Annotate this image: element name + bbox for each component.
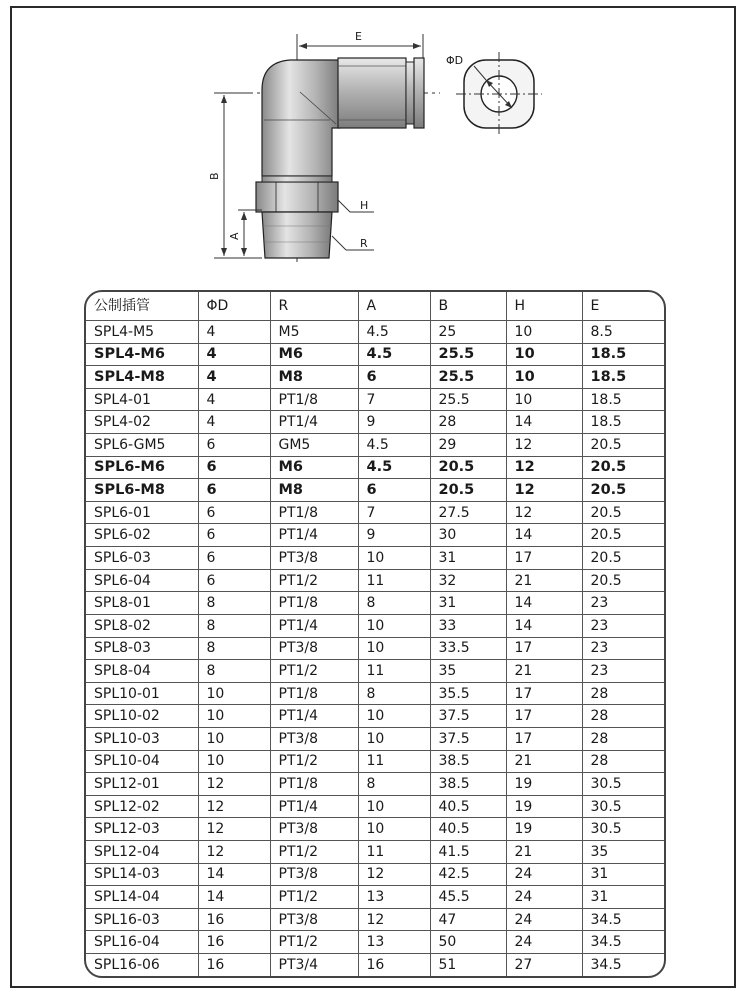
cell-b: 35.5 — [430, 682, 506, 705]
cell-model: SPL12-01 — [86, 773, 198, 796]
col-header-h: H — [506, 292, 582, 321]
cell-a: 10 — [358, 637, 430, 660]
cell-r: PT1/8 — [270, 388, 358, 411]
cell-model: SPL6-M6 — [86, 456, 198, 479]
cell-b: 41.5 — [430, 841, 506, 864]
cell-h: 24 — [506, 931, 582, 954]
cell-model: SPL10-01 — [86, 682, 198, 705]
cell-r: PT1/4 — [270, 614, 358, 637]
cell-r: M8 — [270, 479, 358, 502]
cell-a: 7 — [358, 501, 430, 524]
cell-h: 24 — [506, 886, 582, 909]
fitting-diagram — [0, 0, 750, 290]
cell-model: SPL12-03 — [86, 818, 198, 841]
cell-model: SPL4-M5 — [86, 321, 198, 344]
table-row — [86, 321, 664, 344]
cell-phi-d: 10 — [198, 705, 270, 728]
elbow-body — [262, 60, 340, 176]
cell-model: SPL4-M8 — [86, 366, 198, 389]
label-phi-d: ΦD — [446, 54, 464, 67]
cell-model: SPL8-01 — [86, 592, 198, 615]
cell-r: PT3/8 — [270, 818, 358, 841]
cell-h: 14 — [506, 411, 582, 434]
cell-r: PT3/8 — [270, 863, 358, 886]
end-view — [446, 52, 542, 136]
cell-a: 4.5 — [358, 456, 430, 479]
table-row — [86, 954, 664, 976]
cell-a: 13 — [358, 931, 430, 954]
cell-e: 8.5 — [582, 321, 664, 344]
cell-model: SPL14-04 — [86, 886, 198, 909]
cell-a: 10 — [358, 795, 430, 818]
cell-b: 47 — [430, 908, 506, 931]
table-row — [86, 524, 664, 547]
cell-e: 20.5 — [582, 569, 664, 592]
cell-a: 10 — [358, 818, 430, 841]
cell-a: 9 — [358, 411, 430, 434]
cell-a: 11 — [358, 569, 430, 592]
cell-model: SPL6-01 — [86, 501, 198, 524]
cell-e: 30.5 — [582, 818, 664, 841]
cell-e: 18.5 — [582, 388, 664, 411]
table-row — [86, 660, 664, 683]
cell-h: 14 — [506, 592, 582, 615]
cell-r: M6 — [270, 456, 358, 479]
cell-a: 11 — [358, 750, 430, 773]
cell-r: PT1/2 — [270, 750, 358, 773]
cell-h: 12 — [506, 456, 582, 479]
cell-model: SPL8-04 — [86, 660, 198, 683]
cell-phi-d: 4 — [198, 366, 270, 389]
cell-b: 33 — [430, 614, 506, 637]
cell-a: 16 — [358, 954, 430, 976]
cell-phi-d: 6 — [198, 501, 270, 524]
cell-r: PT1/2 — [270, 841, 358, 864]
table-row — [86, 547, 664, 570]
cell-e: 20.5 — [582, 547, 664, 570]
table-row — [86, 705, 664, 728]
cell-a: 6 — [358, 479, 430, 502]
table-row — [86, 411, 664, 434]
cell-r: PT3/4 — [270, 954, 358, 976]
cell-e: 18.5 — [582, 411, 664, 434]
cell-e: 31 — [582, 863, 664, 886]
cell-e: 20.5 — [582, 456, 664, 479]
table-row — [86, 908, 664, 931]
cell-h: 14 — [506, 614, 582, 637]
cell-b: 27.5 — [430, 501, 506, 524]
cell-a: 9 — [358, 524, 430, 547]
cell-b: 31 — [430, 592, 506, 615]
dimension-a — [228, 210, 262, 256]
cell-a: 11 — [358, 660, 430, 683]
cell-phi-d: 4 — [198, 343, 270, 366]
cell-r: PT3/8 — [270, 637, 358, 660]
cell-model: SPL10-03 — [86, 727, 198, 750]
table-row — [86, 637, 664, 660]
cell-b: 33.5 — [430, 637, 506, 660]
cell-phi-d: 12 — [198, 795, 270, 818]
cell-b: 20.5 — [430, 479, 506, 502]
cell-phi-d: 8 — [198, 614, 270, 637]
cell-model: SPL10-04 — [86, 750, 198, 773]
cell-b: 25 — [430, 321, 506, 344]
cell-e: 31 — [582, 886, 664, 909]
cell-a: 11 — [358, 841, 430, 864]
cell-h: 21 — [506, 750, 582, 773]
cell-e: 20.5 — [582, 434, 664, 457]
cell-h: 10 — [506, 321, 582, 344]
cell-phi-d: 16 — [198, 931, 270, 954]
cell-e: 30.5 — [582, 795, 664, 818]
cell-h: 21 — [506, 660, 582, 683]
cell-model: SPL4-M6 — [86, 343, 198, 366]
cell-r: PT1/2 — [270, 660, 358, 683]
cell-a: 6 — [358, 366, 430, 389]
cell-phi-d: 16 — [198, 908, 270, 931]
table-row — [86, 818, 664, 841]
table-row — [86, 343, 664, 366]
cell-h: 21 — [506, 841, 582, 864]
cell-b: 51 — [430, 954, 506, 976]
cell-phi-d: 10 — [198, 750, 270, 773]
cell-r: M5 — [270, 321, 358, 344]
leader-r — [332, 236, 374, 250]
cell-a: 4.5 — [358, 434, 430, 457]
table-row — [86, 366, 664, 389]
cell-a: 8 — [358, 682, 430, 705]
table-row — [86, 863, 664, 886]
cell-model: SPL16-03 — [86, 908, 198, 931]
cell-h: 24 — [506, 863, 582, 886]
cell-r: PT1/2 — [270, 931, 358, 954]
cell-model: SPL6-04 — [86, 569, 198, 592]
cell-b: 38.5 — [430, 750, 506, 773]
table-row — [86, 886, 664, 909]
col-header-e: E — [582, 292, 664, 321]
cell-model: SPL6-GM5 — [86, 434, 198, 457]
cell-phi-d: 4 — [198, 321, 270, 344]
col-header-model: 公制插管 — [86, 292, 198, 321]
cell-phi-d: 4 — [198, 388, 270, 411]
cell-r: PT1/2 — [270, 569, 358, 592]
cell-phi-d: 10 — [198, 727, 270, 750]
cell-e: 28 — [582, 727, 664, 750]
cell-b: 40.5 — [430, 818, 506, 841]
cell-phi-d: 6 — [198, 547, 270, 570]
table-row — [86, 592, 664, 615]
table-row — [86, 614, 664, 637]
cell-h: 10 — [506, 366, 582, 389]
cell-phi-d: 8 — [198, 660, 270, 683]
cell-phi-d: 16 — [198, 954, 270, 976]
label-r: R — [360, 237, 368, 250]
cell-h: 12 — [506, 501, 582, 524]
cell-b: 50 — [430, 931, 506, 954]
cell-b: 25.5 — [430, 366, 506, 389]
spec-table-container — [84, 290, 666, 978]
table-row — [86, 795, 664, 818]
cell-a: 10 — [358, 547, 430, 570]
cell-b: 29 — [430, 434, 506, 457]
table-row — [86, 773, 664, 796]
col-header-r: R — [270, 292, 358, 321]
cell-b: 42.5 — [430, 863, 506, 886]
cell-phi-d: 6 — [198, 479, 270, 502]
cell-r: PT1/4 — [270, 705, 358, 728]
cell-model: SPL14-03 — [86, 863, 198, 886]
cell-model: SPL6-02 — [86, 524, 198, 547]
cell-model: SPL16-04 — [86, 931, 198, 954]
cell-e: 18.5 — [582, 366, 664, 389]
cell-r: PT1/4 — [270, 411, 358, 434]
cell-h: 21 — [506, 569, 582, 592]
cell-model: SPL10-02 — [86, 705, 198, 728]
table-row — [86, 727, 664, 750]
table-row — [86, 569, 664, 592]
cell-model: SPL16-06 — [86, 954, 198, 976]
table-row — [86, 434, 664, 457]
cell-model: SPL4-02 — [86, 411, 198, 434]
table-row — [86, 841, 664, 864]
table-row — [86, 456, 664, 479]
leader-h — [338, 199, 374, 212]
cell-r: PT3/8 — [270, 547, 358, 570]
cell-e: 20.5 — [582, 479, 664, 502]
cell-model: SPL6-M8 — [86, 479, 198, 502]
table-header-row — [86, 292, 664, 321]
table-row — [86, 479, 664, 502]
cell-r: PT1/2 — [270, 886, 358, 909]
cell-b: 38.5 — [430, 773, 506, 796]
cell-e: 23 — [582, 592, 664, 615]
cell-model: SPL8-02 — [86, 614, 198, 637]
cell-a: 10 — [358, 727, 430, 750]
cell-r: PT1/8 — [270, 773, 358, 796]
cell-h: 14 — [506, 524, 582, 547]
cell-phi-d: 6 — [198, 569, 270, 592]
cell-r: PT3/8 — [270, 908, 358, 931]
cell-model: SPL12-02 — [86, 795, 198, 818]
cell-h: 12 — [506, 479, 582, 502]
cell-b: 25.5 — [430, 343, 506, 366]
cell-phi-d: 14 — [198, 886, 270, 909]
cell-h: 17 — [506, 727, 582, 750]
cell-r: PT3/8 — [270, 727, 358, 750]
cell-h: 19 — [506, 795, 582, 818]
cell-h: 17 — [506, 637, 582, 660]
cell-h: 12 — [506, 434, 582, 457]
cell-h: 10 — [506, 343, 582, 366]
cell-a: 10 — [358, 705, 430, 728]
cell-r: PT1/8 — [270, 501, 358, 524]
table-row — [86, 388, 664, 411]
cell-b: 25.5 — [430, 388, 506, 411]
cell-model: SPL8-03 — [86, 637, 198, 660]
cell-b: 37.5 — [430, 727, 506, 750]
cell-phi-d: 6 — [198, 456, 270, 479]
cell-phi-d: 12 — [198, 773, 270, 796]
cell-e: 34.5 — [582, 908, 664, 931]
cell-model: SPL6-03 — [86, 547, 198, 570]
cell-b: 37.5 — [430, 705, 506, 728]
cell-b: 32 — [430, 569, 506, 592]
cell-a: 7 — [358, 388, 430, 411]
label-h: H — [360, 199, 369, 212]
cell-e: 23 — [582, 660, 664, 683]
col-header-a: A — [358, 292, 430, 321]
cell-h: 17 — [506, 705, 582, 728]
col-header-b: B — [430, 292, 506, 321]
cell-e: 23 — [582, 614, 664, 637]
cell-e: 28 — [582, 750, 664, 773]
thread-body — [262, 212, 332, 258]
dimension-e — [297, 30, 423, 58]
cell-e: 28 — [582, 682, 664, 705]
cell-phi-d: 12 — [198, 841, 270, 864]
cell-phi-d: 6 — [198, 434, 270, 457]
cell-phi-d: 6 — [198, 524, 270, 547]
cell-phi-d: 10 — [198, 682, 270, 705]
tube-socket — [338, 58, 424, 128]
cell-b: 31 — [430, 547, 506, 570]
cell-r: GM5 — [270, 434, 358, 457]
cell-h: 10 — [506, 388, 582, 411]
cell-e: 20.5 — [582, 524, 664, 547]
cell-model: SPL12-04 — [86, 841, 198, 864]
hex-nut — [256, 176, 338, 212]
cell-a: 8 — [358, 592, 430, 615]
cell-a: 12 — [358, 863, 430, 886]
cell-h: 27 — [506, 954, 582, 976]
cell-b: 40.5 — [430, 795, 506, 818]
cell-h: 19 — [506, 818, 582, 841]
cell-phi-d: 12 — [198, 818, 270, 841]
cell-r: PT1/4 — [270, 795, 358, 818]
cell-r: PT1/4 — [270, 524, 358, 547]
table-row — [86, 501, 664, 524]
cell-e: 28 — [582, 705, 664, 728]
cell-b: 30 — [430, 524, 506, 547]
cell-r: PT1/8 — [270, 592, 358, 615]
cell-phi-d: 8 — [198, 592, 270, 615]
cell-e: 18.5 — [582, 343, 664, 366]
table-row — [86, 682, 664, 705]
cell-r: M8 — [270, 366, 358, 389]
cell-e: 30.5 — [582, 773, 664, 796]
cell-e: 20.5 — [582, 501, 664, 524]
col-header-phi-d: ΦD — [198, 292, 270, 321]
cell-r: PT1/8 — [270, 682, 358, 705]
cell-h: 17 — [506, 682, 582, 705]
table-body — [86, 321, 664, 977]
cell-r: M6 — [270, 343, 358, 366]
cell-b: 20.5 — [430, 456, 506, 479]
cell-a: 12 — [358, 908, 430, 931]
cell-b: 45.5 — [430, 886, 506, 909]
cell-a: 13 — [358, 886, 430, 909]
cell-e: 34.5 — [582, 931, 664, 954]
cell-e: 23 — [582, 637, 664, 660]
cell-e: 34.5 — [582, 954, 664, 976]
label-a: A — [228, 232, 241, 240]
table-row — [86, 750, 664, 773]
cell-h: 17 — [506, 547, 582, 570]
label-b: B — [208, 172, 221, 180]
cell-h: 19 — [506, 773, 582, 796]
cell-a: 8 — [358, 773, 430, 796]
label-e: E — [355, 30, 362, 43]
cell-a: 4.5 — [358, 343, 430, 366]
spec-table — [86, 292, 664, 976]
cell-phi-d: 8 — [198, 637, 270, 660]
cell-phi-d: 4 — [198, 411, 270, 434]
cell-h: 24 — [506, 908, 582, 931]
cell-model: SPL4-01 — [86, 388, 198, 411]
cell-b: 35 — [430, 660, 506, 683]
cell-b: 28 — [430, 411, 506, 434]
cell-phi-d: 14 — [198, 863, 270, 886]
cell-e: 35 — [582, 841, 664, 864]
cell-a: 4.5 — [358, 321, 430, 344]
cell-a: 10 — [358, 614, 430, 637]
table-row — [86, 931, 664, 954]
